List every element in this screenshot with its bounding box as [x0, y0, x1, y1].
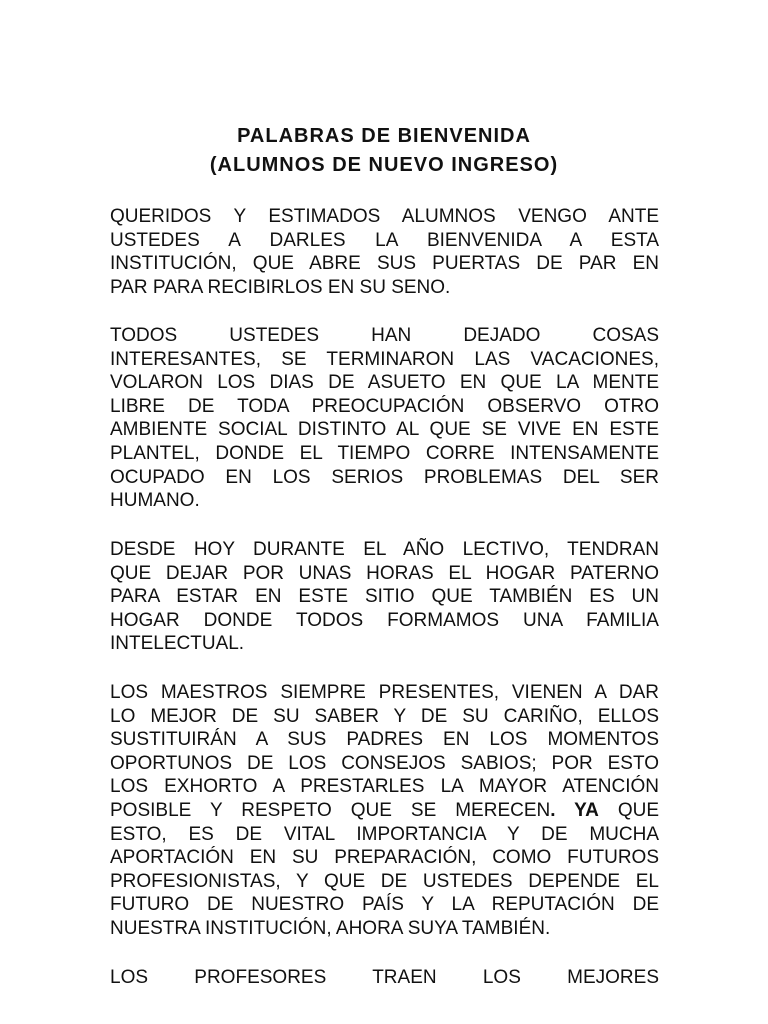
- text-line: SUSTITUIRÁN A SUS PADRES EN LOS MOMENTOS: [110, 729, 659, 751]
- text-line: LIBRE DE TODA PREOCUPACIÓN OBSERVO OTRO: [110, 395, 659, 417]
- text-line: AMBIENTE SOCIAL DISTINTO AL QUE SE VIVE EN ESTE: [110, 419, 659, 441]
- text-line: OCUPADO EN LOS SERIOS PROBLEMAS DEL SER: [110, 466, 659, 488]
- text-line: LO MEJOR DE SU SABER Y DE SU CARIÑO, ELLOS: [110, 705, 659, 727]
- document-title: PALABRAS DE BIENVENIDA: [237, 125, 531, 147]
- text-line: PROFESIONISTAS, Y QUE DE USTEDES DEPENDE EL: [110, 870, 659, 892]
- paragraph-1: [110, 205, 659, 299]
- text-line: HUMANO.: [110, 490, 200, 512]
- text-line: FUTURO DE NUESTRO PAÍS Y LA REPUTACIÓN DE: [110, 894, 659, 916]
- paragraph-5: [110, 966, 659, 990]
- text-line: ESTO, ES DE VITAL IMPORTANCIA Y DE MUCHA: [110, 823, 659, 845]
- text-line: HOGAR DONDE TODOS FORMAMOS UNA FAMILIA: [110, 609, 659, 631]
- text-segment: QUE: [598, 799, 659, 821]
- text-line: APORTACIÓN EN SU PREPARACIÓN, COMO FUTUROS: [110, 847, 659, 869]
- text-line: INTELECTUAL.: [110, 633, 245, 655]
- text-line: DESDE HOY DURANTE EL AÑO LECTIVO, TENDRAN: [110, 539, 659, 560]
- text-line: PARA ESTAR EN ESTE SITIO QUE TAMBIÉN ES UN: [110, 586, 659, 608]
- paragraph-2: [110, 324, 659, 513]
- text-line: QUERIDOS Y ESTIMADOS ALUMNOS VENGO ANTE: [110, 206, 659, 227]
- text-line: OPORTUNOS DE LOS CONSEJOS SABIOS; POR ESTO: [110, 752, 659, 774]
- text-line: PAR PARA RECIBIRLOS EN SU SENO.: [110, 276, 451, 298]
- text-line: NUESTRA INSTITUCIÓN, AHORA SUYA TAMBIÉN.: [110, 917, 551, 939]
- text-line: TODOS USTEDES HAN DEJADO COSAS: [110, 325, 659, 346]
- document-subtitle: (ALUMNOS DE NUEVO INGRESO): [209, 154, 559, 176]
- text-line: INSTITUCIÓN, QUE ABRE SUS PUERTAS DE PAR EN: [110, 253, 659, 275]
- text-line: USTEDES A DARLES LA BIENVENIDA A ESTA: [110, 229, 659, 251]
- text-line: LOS MAESTROS SIEMPRE PRESENTES, VIENEN A DAR: [110, 682, 659, 703]
- text-line: LOS EXHORTO A PRESTARLES LA MAYOR ATENCIÓN: [110, 776, 659, 798]
- text-line: QUE DEJAR POR UNAS HORAS EL HOGAR PATERNO: [110, 562, 659, 584]
- text-line: LOS PROFESORES TRAEN LOS MEJORES: [110, 967, 659, 988]
- text-segment: POSIBLE Y RESPETO QUE SE MERECEN: [110, 799, 551, 821]
- paragraph-4: [110, 681, 659, 941]
- text-line: PLANTEL, DONDE EL TIEMPO CORRE INTENSAMENTE: [110, 442, 659, 464]
- paragraph-3: [110, 538, 659, 656]
- text-line: INTERESANTES, SE TERMINARON LAS VACACIONES,: [110, 348, 659, 370]
- text-line: VOLARON LOS DIAS DE ASUETO EN QUE LA MENTE: [110, 372, 659, 394]
- text-line-mixed: [110, 799, 659, 823]
- bold-text-segment: . YA: [550, 799, 599, 821]
